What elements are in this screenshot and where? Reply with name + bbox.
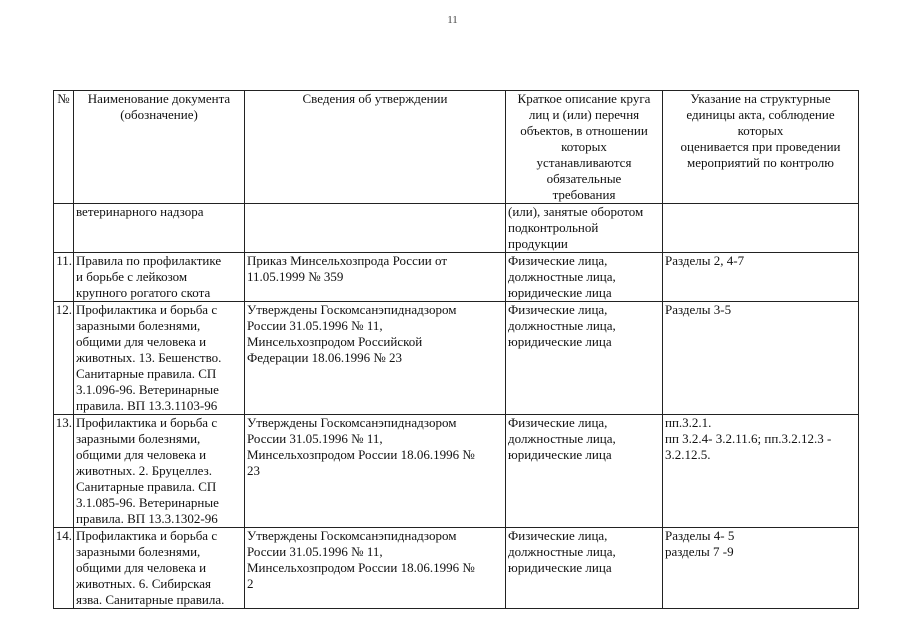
cell-line: язва. Санитарные правила. [76,592,225,607]
cell-line: России 31.05.1996 № 11, [247,431,383,446]
cell-line: Разделы 2, 4-7 [665,253,745,268]
row-sections [663,415,859,528]
cell-line: Физические лица, [508,415,608,430]
cell-line: Минсельхозпродом России 18.06.1996 № [247,447,475,462]
cell-line: общими для человека и [76,334,207,349]
cell-line: Приказ Минсельхозпрода России от [247,253,448,268]
row-description [506,528,663,609]
cell-line: Физические лица, [508,302,608,317]
cell-line: должностные лица, [508,318,616,333]
cell-line: (обозначение) [120,107,198,122]
cell-line: юридические лица [508,560,612,575]
cell-line: подконтрольной [508,220,599,235]
header-description [506,91,663,204]
row-approval [245,528,506,609]
cell-line: 23 [247,463,260,478]
cell-line: мероприятий по контролю [687,155,834,170]
row-name [74,253,245,302]
cell-line: Краткое описание круга [517,91,651,106]
row-approval [245,253,506,302]
cell-line: Сведения об утверждении [302,91,448,106]
cell-line: юридические лица [508,447,612,462]
cell-line: пп.3.2.1. [665,415,712,430]
cell-line: Федерации 18.06.1996 № 23 [247,350,403,365]
row-description [506,302,663,415]
header-sections [663,91,859,204]
cell-line: 3.1.096-96. Ветеринарные [76,382,219,397]
cell-line: юридические лица [508,285,612,300]
table-row [54,302,859,415]
cell-line: устанавливаются [536,155,632,170]
cell-line: Минсельхозпродом Российской [247,334,423,349]
cell-line: Физические лица, [508,528,608,543]
page-number: 11 [447,14,458,26]
cell-line: 11.05.1999 № 359 [247,269,344,284]
cell-line: заразными болезнями, [76,318,201,333]
cell-line: России 31.05.1996 № 11, [247,544,383,559]
cell-line: должностные лица, [508,544,616,559]
cell-line: 3.2.12.5. [665,447,711,462]
cell-line: Разделы 4- 5 [665,528,735,543]
cell-line: Указание на структурные [690,91,831,106]
cell-line: заразными болезнями, [76,431,201,446]
continuation-description [506,204,663,253]
cell-line: которых [737,123,784,138]
continuation-name [74,204,245,253]
continuation-sections [663,204,859,253]
table-row [54,528,859,609]
row-name [74,415,245,528]
cell-line: Санитарные правила. СП [76,479,217,494]
continuation-num [54,204,74,253]
cell-line: Минсельхозпродом России 18.06.1996 № [247,560,475,575]
cell-line: России 31.05.1996 № 11, [247,318,383,333]
cell-line: правила. ВП 13.3.1103-96 [76,398,218,413]
header-name [74,91,245,204]
cell-line: обязательные [546,171,622,186]
cell-line: должностные лица, [508,431,616,446]
row-num: 13. [54,415,74,528]
cell-line: должностные лица, [508,269,616,284]
row-sections [663,302,859,415]
cell-line: Утверждены Госкомсанэпиднадзором [247,528,457,543]
cell-line: (или), занятые оборотом [508,204,644,219]
cell-line: единицы акта, соблюдение [686,107,835,122]
cell-line: Профилактика и борьба с [76,302,218,317]
cell-line: лиц и (или) перечня [528,107,640,122]
cell-line: заразными болезнями, [76,544,201,559]
cell-line: и борьбе с лейкозом [76,269,188,284]
table-header-row [54,91,859,204]
row-sections [663,528,859,609]
cell-line: Санитарные правила. СП [76,366,217,381]
cell-line: 3.1.085-96. Ветеринарные [76,495,219,510]
cell-line: юридические лица [508,334,612,349]
cell-line: ветеринарного надзора [76,204,204,219]
regulations-table [53,90,859,609]
row-num: 14. [54,528,74,609]
cell-line: Утверждены Госкомсанэпиднадзором [247,302,457,317]
cell-line: требования [552,187,616,202]
cell-line: правила. ВП 13.3.1302-96 [76,511,218,526]
cell-line: пп 3.2.4- 3.2.11.6; пп.3.2.12.3 - [665,431,832,446]
header-approval [245,91,506,204]
cell-line: общими для человека и [76,447,207,462]
cell-line: продукции [508,236,568,251]
cell-line: объектов, в отношении [520,123,648,138]
row-description [506,415,663,528]
cell-line: Разделы 3-5 [665,302,732,317]
row-num: 12. [54,302,74,415]
cell-line: оценивается при проведении [680,139,841,154]
header-num: № [54,91,74,204]
cell-line: животных. 6. Сибирская [76,576,212,591]
cell-line: Утверждены Госкомсанэпиднадзором [247,415,457,430]
row-approval [245,415,506,528]
row-description [506,253,663,302]
cell-line: Профилактика и борьба с [76,528,218,543]
cell-line: Физические лица, [508,253,608,268]
row-num: 11. [54,253,74,302]
table-row [54,415,859,528]
row-sections [663,253,859,302]
continuation-approval [245,204,506,253]
continuation-row [54,204,859,253]
row-approval [245,302,506,415]
cell-line: крупного рогатого скота [76,285,211,300]
cell-line: общими для человека и [76,560,207,575]
cell-line: животных. 2. Бруцеллез. [76,463,212,478]
cell-line: животных. 13. Бешенство. [76,350,222,365]
row-name [74,302,245,415]
cell-line: Профилактика и борьба с [76,415,218,430]
cell-line: Правила по профилактике [76,253,222,268]
cell-line: разделы 7 -9 [665,544,734,559]
row-name [74,528,245,609]
cell-line: которых [561,139,607,154]
cell-line: 2 [247,576,254,591]
table-row [54,253,859,302]
cell-line: Наименование документа [87,91,231,106]
